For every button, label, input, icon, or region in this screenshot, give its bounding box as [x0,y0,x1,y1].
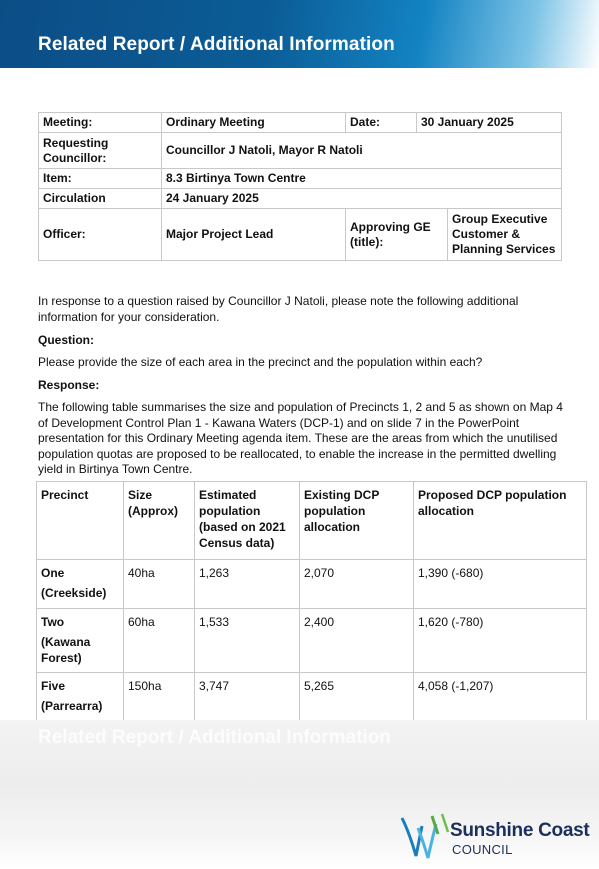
intro-paragraph: In response to a question raised by Councillor J Natoli, please note the following additional information for your consideration. [38,294,519,324]
circulation-label: Circulation [39,189,162,209]
question-heading: Question: [38,333,94,347]
precinct-cell [37,673,124,722]
date-value: 30 January 2025 [417,113,562,133]
requesting-label: Requesting Councillor: [39,133,162,169]
footer-ghost-title: Related Report / Additional Information [38,727,391,748]
item-row [39,169,562,189]
logo-sub-text: COUNCIL [452,842,513,857]
question-text: Please provide the size of each area in the precinct and the population within each? [38,355,483,369]
header-precinct: Precinct [37,482,124,560]
response-paragraph: The following table summarises the size and population of Precincts 1, 2 and 5 as shown on Map 4 of Development Control Plan 1 - Kawana Waters (DCP-1) and on slide 7 in the PowerPoint presentation for this Ordinary Meeting agenda item. These are the areas from which the unutilised population quotas are proposed to be reallocated, to enable the increase in the permitted dwelling yield in Birtinya Town Centre. [38,400,563,476]
precinct-name: Five [41,679,66,693]
estimated-cell: 1,533 [195,609,300,673]
precinct-subname: (Kawana Forest) [41,635,91,665]
precinct-subname: (Parrearra) [41,699,103,713]
existing-cell: 2,070 [300,560,414,609]
page-title: Related Report / Additional Information [38,34,395,55]
meeting-value: Ordinary Meeting [162,113,346,133]
item-value: 8.3 Birtinya Town Centre [162,169,562,189]
approving-value: Group Executive Customer & Planning Services [448,209,562,261]
header-banner [0,0,599,68]
estimated-cell: 1,263 [195,560,300,609]
existing-cell: 2,400 [300,609,414,673]
logo-main-text: Sunshine Coast [450,820,590,841]
header-size: Size (Approx) [124,482,195,560]
table-row [37,560,587,609]
officer-value: Major Project Lead [162,209,346,261]
precinct-name: Two [41,615,65,629]
council-logo [398,808,598,864]
size-cell: 150ha [124,673,195,722]
date-label: Date: [346,113,417,133]
precinct-cell [37,560,124,609]
proposed-cell: 1,620 (-780) [414,609,587,673]
header-existing: Existing DCP population allocation [300,482,414,560]
size-cell: 60ha [124,609,195,673]
precinct-table-header [37,482,587,560]
existing-cell: 5,265 [300,673,414,722]
table-row [37,673,587,722]
table-row [37,609,587,673]
proposed-cell: 4,058 (-1,207) [414,673,587,722]
circulation-row [39,189,562,209]
precinct-name: One [41,566,65,580]
requesting-row [39,133,562,169]
precinct-table [36,481,587,722]
estimated-cell: 3,747 [195,673,300,722]
requesting-value: Councillor J Natoli, Mayor R Natoli [162,133,562,169]
header-proposed: Proposed DCP population allocation [414,482,587,560]
officer-label: Officer: [39,209,162,261]
precinct-subname: (Creekside) [41,586,107,600]
officer-row [39,209,562,261]
response-heading: Response: [38,378,100,392]
item-label: Item: [39,169,162,189]
header-estimated: Estimated population (based on 2021 Census data) [195,482,300,560]
size-cell: 40ha [124,560,195,609]
meeting-label: Meeting: [39,113,162,133]
precinct-cell [37,609,124,673]
approving-label: Approving GE (title): [346,209,448,261]
meeting-row [39,113,562,133]
circulation-value: 24 January 2025 [162,189,562,209]
sunshine-coast-wave-icon [398,808,452,864]
proposed-cell: 1,390 (-680) [414,560,587,609]
meeting-details-table [38,112,562,261]
